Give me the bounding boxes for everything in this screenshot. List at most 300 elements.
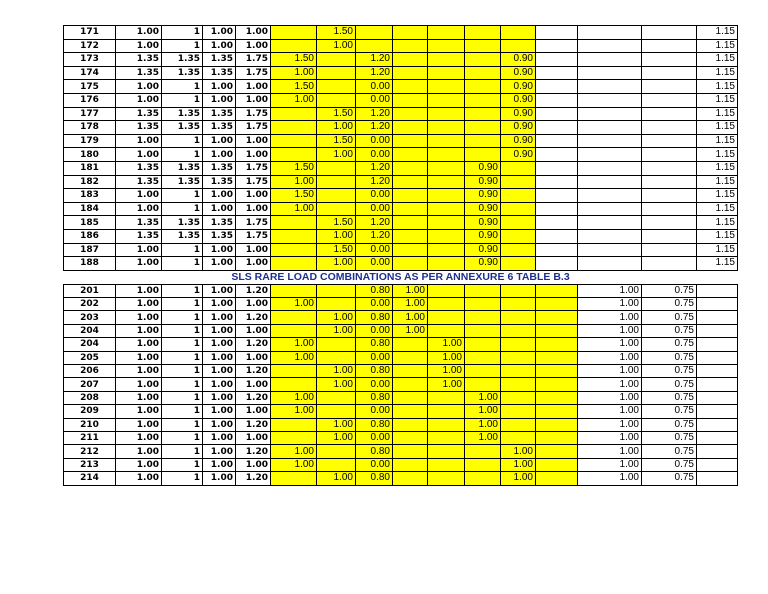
table-cell[interactable] xyxy=(393,431,428,444)
table-cell[interactable] xyxy=(578,202,642,216)
table-cell[interactable] xyxy=(501,243,536,257)
table-cell[interactable] xyxy=(536,405,578,418)
table-cell[interactable] xyxy=(393,93,428,107)
table-cell[interactable] xyxy=(642,53,697,67)
table-cell[interactable] xyxy=(317,175,356,189)
table-cell[interactable]: 0.90 xyxy=(465,202,501,216)
table-cell[interactable]: 1.00 xyxy=(236,257,271,271)
table-cell[interactable]: 1 xyxy=(162,189,203,203)
table-cell[interactable] xyxy=(501,26,536,40)
table-cell[interactable]: 1.00 xyxy=(393,298,428,311)
table-cell[interactable]: 1 xyxy=(162,80,203,94)
table-cell[interactable] xyxy=(642,148,697,162)
table-cell[interactable]: 1.00 xyxy=(465,391,501,404)
table-cell[interactable]: 1.15 xyxy=(697,189,738,203)
table-cell[interactable] xyxy=(536,472,578,485)
table-cell[interactable] xyxy=(536,148,578,162)
table-cell[interactable]: 1.35 xyxy=(116,53,162,67)
table-cell[interactable]: 201 xyxy=(64,284,116,297)
table-cell[interactable] xyxy=(428,257,465,271)
table-cell[interactable]: 0.00 xyxy=(356,93,393,107)
table-cell[interactable]: 1.15 xyxy=(697,216,738,230)
table-cell[interactable]: 1.00 xyxy=(271,66,317,80)
table-cell[interactable]: 207 xyxy=(64,378,116,391)
table-cell[interactable] xyxy=(501,298,536,311)
table-cell[interactable] xyxy=(393,445,428,458)
table-cell[interactable]: 179 xyxy=(64,134,116,148)
table-cell[interactable] xyxy=(317,298,356,311)
table-cell[interactable]: 0.90 xyxy=(501,80,536,94)
table-cell[interactable] xyxy=(501,338,536,351)
table-cell[interactable] xyxy=(501,324,536,337)
table-cell[interactable] xyxy=(317,351,356,364)
table-cell[interactable]: 1.35 xyxy=(162,216,203,230)
table-cell[interactable]: 1.00 xyxy=(116,26,162,40)
table-cell[interactable]: 206 xyxy=(64,365,116,378)
table-cell[interactable] xyxy=(271,418,317,431)
table-cell[interactable]: 0.90 xyxy=(501,134,536,148)
table-cell[interactable] xyxy=(428,229,465,243)
table-cell[interactable]: 1.75 xyxy=(236,66,271,80)
table-cell[interactable]: 1 xyxy=(162,39,203,53)
table-cell[interactable]: 0.00 xyxy=(356,405,393,418)
table-cell[interactable] xyxy=(393,175,428,189)
table-cell[interactable]: 1.20 xyxy=(236,365,271,378)
table-cell[interactable] xyxy=(465,80,501,94)
table-cell[interactable]: 1.00 xyxy=(317,257,356,271)
table-cell[interactable] xyxy=(501,311,536,324)
table-cell[interactable] xyxy=(697,378,738,391)
table-cell[interactable] xyxy=(271,324,317,337)
table-cell[interactable]: 1.20 xyxy=(356,66,393,80)
table-cell[interactable]: 1.15 xyxy=(697,53,738,67)
table-cell[interactable] xyxy=(271,378,317,391)
table-cell[interactable]: 1.50 xyxy=(271,161,317,175)
table-cell[interactable] xyxy=(536,378,578,391)
table-cell[interactable]: 1 xyxy=(162,298,203,311)
table-cell[interactable]: 0.00 xyxy=(356,189,393,203)
table-cell[interactable]: 1.00 xyxy=(116,189,162,203)
table-cell[interactable] xyxy=(428,121,465,135)
table-cell[interactable]: 1.00 xyxy=(271,405,317,418)
table-cell[interactable] xyxy=(465,26,501,40)
table-cell[interactable]: 1.00 xyxy=(203,324,236,337)
table-cell[interactable] xyxy=(578,175,642,189)
table-cell[interactable] xyxy=(578,161,642,175)
table-cell[interactable]: 0.90 xyxy=(465,243,501,257)
table-cell[interactable]: 1.00 xyxy=(116,338,162,351)
table-cell[interactable] xyxy=(393,351,428,364)
table-cell[interactable]: 0.80 xyxy=(356,284,393,297)
table-cell[interactable]: 1.00 xyxy=(116,311,162,324)
table-cell[interactable]: 1.00 xyxy=(393,311,428,324)
table-cell[interactable] xyxy=(428,243,465,257)
table-cell[interactable]: 0.80 xyxy=(356,338,393,351)
table-cell[interactable] xyxy=(536,284,578,297)
table-cell[interactable] xyxy=(317,458,356,471)
table-cell[interactable]: 1.15 xyxy=(697,243,738,257)
table-cell[interactable]: 1.20 xyxy=(236,284,271,297)
table-cell[interactable] xyxy=(501,161,536,175)
table-cell[interactable]: 1.00 xyxy=(203,458,236,471)
table-cell[interactable] xyxy=(642,243,697,257)
table-cell[interactable]: 1.00 xyxy=(578,351,642,364)
table-cell[interactable]: 1.00 xyxy=(203,298,236,311)
table-cell[interactable] xyxy=(428,134,465,148)
table-cell[interactable] xyxy=(428,161,465,175)
table-cell[interactable]: 1.00 xyxy=(236,189,271,203)
table-cell[interactable]: 1.35 xyxy=(116,216,162,230)
table-cell[interactable]: 1.00 xyxy=(203,445,236,458)
table-cell[interactable] xyxy=(271,134,317,148)
table-cell[interactable]: 1.15 xyxy=(697,121,738,135)
table-cell[interactable] xyxy=(428,458,465,471)
table-cell[interactable] xyxy=(642,202,697,216)
table-cell[interactable]: 1 xyxy=(162,257,203,271)
table-cell[interactable] xyxy=(271,243,317,257)
table-cell[interactable]: 1.20 xyxy=(356,107,393,121)
table-cell[interactable] xyxy=(536,80,578,94)
table-cell[interactable] xyxy=(578,107,642,121)
table-cell[interactable] xyxy=(393,418,428,431)
table-cell[interactable] xyxy=(271,26,317,40)
table-cell[interactable]: 0.00 xyxy=(356,80,393,94)
table-cell[interactable]: 0.00 xyxy=(356,257,393,271)
table-cell[interactable]: 1.00 xyxy=(236,148,271,162)
table-cell[interactable]: 1.00 xyxy=(203,431,236,444)
table-cell[interactable] xyxy=(697,298,738,311)
table-cell[interactable] xyxy=(428,298,465,311)
table-cell[interactable] xyxy=(428,431,465,444)
table-cell[interactable] xyxy=(428,216,465,230)
table-cell[interactable]: 1 xyxy=(162,418,203,431)
table-cell[interactable]: 1.20 xyxy=(236,472,271,485)
table-cell[interactable]: 0.90 xyxy=(465,257,501,271)
table-cell[interactable] xyxy=(501,284,536,297)
table-cell[interactable]: 0.75 xyxy=(642,458,697,471)
table-cell[interactable] xyxy=(317,405,356,418)
table-cell[interactable]: 1.50 xyxy=(271,189,317,203)
table-cell[interactable]: 1.00 xyxy=(116,80,162,94)
table-cell[interactable] xyxy=(578,134,642,148)
table-cell[interactable] xyxy=(317,80,356,94)
table-cell[interactable] xyxy=(428,472,465,485)
table-cell[interactable] xyxy=(465,93,501,107)
table-cell[interactable] xyxy=(465,445,501,458)
table-cell[interactable]: 0.75 xyxy=(642,311,697,324)
table-cell[interactable]: 1.00 xyxy=(116,134,162,148)
table-cell[interactable]: 1.50 xyxy=(317,26,356,40)
table-cell[interactable]: 183 xyxy=(64,189,116,203)
table-cell[interactable]: 1.00 xyxy=(465,405,501,418)
table-cell[interactable] xyxy=(697,418,738,431)
table-cell[interactable] xyxy=(271,365,317,378)
table-cell[interactable] xyxy=(393,378,428,391)
table-cell[interactable] xyxy=(536,39,578,53)
table-cell[interactable]: 1.00 xyxy=(578,445,642,458)
table-cell[interactable]: 1.50 xyxy=(317,134,356,148)
table-cell[interactable] xyxy=(536,93,578,107)
table-cell[interactable]: 1 xyxy=(162,351,203,364)
table-cell[interactable] xyxy=(697,324,738,337)
table-cell[interactable]: 0.75 xyxy=(642,378,697,391)
table-cell[interactable]: 1.00 xyxy=(116,405,162,418)
table-cell[interactable] xyxy=(428,391,465,404)
table-cell[interactable] xyxy=(697,284,738,297)
table-cell[interactable] xyxy=(317,93,356,107)
table-cell[interactable] xyxy=(501,202,536,216)
table-cell[interactable]: 0.00 xyxy=(356,458,393,471)
table-cell[interactable]: 1.20 xyxy=(236,418,271,431)
table-cell[interactable] xyxy=(697,445,738,458)
table-cell[interactable] xyxy=(501,216,536,230)
table-cell[interactable]: 1.00 xyxy=(203,405,236,418)
table-cell[interactable]: 0.75 xyxy=(642,351,697,364)
table-cell[interactable]: 1.35 xyxy=(162,161,203,175)
table-cell[interactable]: 1.00 xyxy=(393,284,428,297)
table-cell[interactable]: 177 xyxy=(64,107,116,121)
table-cell[interactable]: 1.00 xyxy=(203,80,236,94)
table-cell[interactable]: 1.00 xyxy=(236,431,271,444)
table-cell[interactable]: 1.00 xyxy=(203,202,236,216)
table-cell[interactable]: 0.90 xyxy=(501,66,536,80)
table-cell[interactable] xyxy=(697,351,738,364)
table-cell[interactable]: 1.00 xyxy=(578,472,642,485)
table-cell[interactable] xyxy=(536,324,578,337)
table-cell[interactable] xyxy=(465,324,501,337)
table-cell[interactable]: 0.80 xyxy=(356,311,393,324)
table-cell[interactable]: 1.00 xyxy=(578,311,642,324)
table-cell[interactable]: 182 xyxy=(64,175,116,189)
table-cell[interactable]: 1 xyxy=(162,311,203,324)
table-cell[interactable]: 1.00 xyxy=(578,458,642,471)
table-cell[interactable]: 204 xyxy=(64,338,116,351)
table-cell[interactable]: 205 xyxy=(64,351,116,364)
table-cell[interactable]: 1.00 xyxy=(271,175,317,189)
table-cell[interactable] xyxy=(356,26,393,40)
table-cell[interactable]: 1.35 xyxy=(203,107,236,121)
table-cell[interactable]: 0.90 xyxy=(465,175,501,189)
table-cell[interactable]: 1.00 xyxy=(236,243,271,257)
table-cell[interactable] xyxy=(428,445,465,458)
table-cell[interactable] xyxy=(501,391,536,404)
table-cell[interactable]: 1.00 xyxy=(501,458,536,471)
table-cell[interactable]: 1 xyxy=(162,378,203,391)
table-cell[interactable]: 1.00 xyxy=(271,298,317,311)
table-cell[interactable]: 0.00 xyxy=(356,324,393,337)
table-cell[interactable] xyxy=(642,121,697,135)
table-cell[interactable] xyxy=(393,365,428,378)
table-cell[interactable] xyxy=(642,189,697,203)
table-cell[interactable] xyxy=(428,202,465,216)
table-cell[interactable]: 0.00 xyxy=(356,148,393,162)
table-cell[interactable]: 1.00 xyxy=(236,80,271,94)
table-cell[interactable] xyxy=(501,189,536,203)
table-cell[interactable] xyxy=(536,134,578,148)
table-cell[interactable] xyxy=(393,391,428,404)
table-cell[interactable]: 1.00 xyxy=(203,189,236,203)
table-cell[interactable]: 1.75 xyxy=(236,53,271,67)
table-cell[interactable]: 0.75 xyxy=(642,391,697,404)
table-cell[interactable]: 1.20 xyxy=(356,53,393,67)
table-cell[interactable]: 1.35 xyxy=(203,229,236,243)
table-cell[interactable] xyxy=(428,148,465,162)
table-cell[interactable]: 1.00 xyxy=(203,26,236,40)
table-cell[interactable]: 1.00 xyxy=(203,243,236,257)
table-cell[interactable]: 1.35 xyxy=(203,161,236,175)
table-cell[interactable]: 1 xyxy=(162,458,203,471)
table-cell[interactable] xyxy=(428,311,465,324)
table-cell[interactable] xyxy=(271,107,317,121)
table-cell[interactable] xyxy=(393,107,428,121)
table-cell[interactable]: 1.35 xyxy=(116,66,162,80)
table-cell[interactable] xyxy=(642,39,697,53)
table-cell[interactable] xyxy=(697,391,738,404)
table-cell[interactable]: 0.75 xyxy=(642,365,697,378)
table-cell[interactable]: 0.00 xyxy=(356,298,393,311)
table-cell[interactable] xyxy=(697,472,738,485)
table-cell[interactable]: 1.35 xyxy=(162,66,203,80)
table-cell[interactable] xyxy=(317,445,356,458)
table-cell[interactable]: 0.90 xyxy=(501,121,536,135)
table-cell[interactable]: 1.00 xyxy=(116,431,162,444)
table-cell[interactable] xyxy=(536,189,578,203)
table-cell[interactable]: 173 xyxy=(64,53,116,67)
table-cell[interactable]: 1.15 xyxy=(697,257,738,271)
table-cell[interactable]: 1 xyxy=(162,134,203,148)
table-cell[interactable]: 0.00 xyxy=(356,431,393,444)
table-cell[interactable]: 1.00 xyxy=(203,148,236,162)
table-cell[interactable]: 181 xyxy=(64,161,116,175)
table-cell[interactable] xyxy=(501,378,536,391)
table-cell[interactable] xyxy=(578,257,642,271)
table-cell[interactable]: 1.15 xyxy=(697,39,738,53)
table-cell[interactable] xyxy=(428,324,465,337)
table-cell[interactable] xyxy=(465,284,501,297)
table-cell[interactable] xyxy=(393,39,428,53)
table-cell[interactable]: 1.35 xyxy=(116,175,162,189)
table-cell[interactable]: 1 xyxy=(162,202,203,216)
table-cell[interactable] xyxy=(501,257,536,271)
table-cell[interactable]: 178 xyxy=(64,121,116,135)
table-cell[interactable] xyxy=(317,284,356,297)
table-cell[interactable]: 1.00 xyxy=(236,458,271,471)
table-cell[interactable] xyxy=(536,445,578,458)
table-cell[interactable]: 0.00 xyxy=(356,351,393,364)
table-cell[interactable] xyxy=(465,311,501,324)
table-cell[interactable] xyxy=(428,39,465,53)
table-cell[interactable] xyxy=(642,257,697,271)
table-cell[interactable]: 1.00 xyxy=(116,378,162,391)
table-cell[interactable] xyxy=(536,53,578,67)
table-cell[interactable] xyxy=(465,148,501,162)
table-cell[interactable]: 210 xyxy=(64,418,116,431)
table-cell[interactable]: 1.20 xyxy=(356,175,393,189)
table-cell[interactable]: 1.00 xyxy=(578,284,642,297)
table-cell[interactable]: 1.35 xyxy=(116,229,162,243)
table-cell[interactable]: 1.35 xyxy=(162,53,203,67)
table-cell[interactable]: 1.00 xyxy=(317,365,356,378)
table-cell[interactable] xyxy=(578,93,642,107)
table-cell[interactable]: 1.00 xyxy=(271,338,317,351)
table-cell[interactable]: 1.00 xyxy=(116,445,162,458)
table-cell[interactable] xyxy=(428,189,465,203)
table-cell[interactable]: 1 xyxy=(162,26,203,40)
table-cell[interactable] xyxy=(428,175,465,189)
table-cell[interactable]: 208 xyxy=(64,391,116,404)
table-cell[interactable]: 1.35 xyxy=(116,161,162,175)
table-cell[interactable] xyxy=(536,161,578,175)
table-cell[interactable] xyxy=(465,53,501,67)
table-cell[interactable] xyxy=(697,311,738,324)
table-cell[interactable] xyxy=(317,161,356,175)
table-cell[interactable]: 1 xyxy=(162,93,203,107)
table-cell[interactable] xyxy=(642,175,697,189)
table-cell[interactable]: 184 xyxy=(64,202,116,216)
table-cell[interactable] xyxy=(271,311,317,324)
table-cell[interactable]: 1.50 xyxy=(317,107,356,121)
table-cell[interactable]: 1.00 xyxy=(578,298,642,311)
table-cell[interactable]: 1.00 xyxy=(578,405,642,418)
table-cell[interactable] xyxy=(428,418,465,431)
table-cell[interactable] xyxy=(536,229,578,243)
table-cell[interactable] xyxy=(536,391,578,404)
table-cell[interactable]: 1 xyxy=(162,338,203,351)
table-cell[interactable] xyxy=(465,121,501,135)
table-cell[interactable]: 1.00 xyxy=(393,324,428,337)
table-cell[interactable]: 1.35 xyxy=(203,121,236,135)
table-cell[interactable]: 0.75 xyxy=(642,338,697,351)
table-cell[interactable]: 1.00 xyxy=(317,229,356,243)
table-cell[interactable]: 1.00 xyxy=(116,391,162,404)
table-cell[interactable]: 174 xyxy=(64,66,116,80)
table-cell[interactable]: 211 xyxy=(64,431,116,444)
table-cell[interactable]: 1.20 xyxy=(236,391,271,404)
table-cell[interactable]: 1.15 xyxy=(697,107,738,121)
table-cell[interactable] xyxy=(465,66,501,80)
table-cell[interactable]: 1.15 xyxy=(697,202,738,216)
table-cell[interactable]: 186 xyxy=(64,229,116,243)
table-cell[interactable]: 1.15 xyxy=(697,66,738,80)
table-cell[interactable] xyxy=(393,216,428,230)
table-cell[interactable]: 1.00 xyxy=(116,257,162,271)
table-cell[interactable] xyxy=(465,378,501,391)
table-cell[interactable]: 0.00 xyxy=(356,134,393,148)
table-cell[interactable]: 1.75 xyxy=(236,161,271,175)
table-cell[interactable]: 1.15 xyxy=(697,229,738,243)
table-cell[interactable]: 1.20 xyxy=(356,216,393,230)
table-cell[interactable] xyxy=(393,405,428,418)
table-cell[interactable] xyxy=(271,472,317,485)
table-cell[interactable] xyxy=(578,121,642,135)
table-cell[interactable] xyxy=(536,431,578,444)
table-cell[interactable]: 1.20 xyxy=(356,161,393,175)
table-cell[interactable]: 1.00 xyxy=(203,284,236,297)
table-cell[interactable]: 1.00 xyxy=(271,351,317,364)
table-cell[interactable]: 1.00 xyxy=(578,418,642,431)
table-cell[interactable]: 1.00 xyxy=(501,445,536,458)
table-cell[interactable] xyxy=(536,365,578,378)
table-cell[interactable]: 1.00 xyxy=(116,284,162,297)
table-cell[interactable]: 1.00 xyxy=(578,324,642,337)
table-cell[interactable]: 1.20 xyxy=(236,338,271,351)
table-cell[interactable]: 1.35 xyxy=(203,216,236,230)
table-cell[interactable] xyxy=(317,202,356,216)
table-cell[interactable] xyxy=(271,216,317,230)
table-cell[interactable]: 1.00 xyxy=(116,39,162,53)
table-cell[interactable] xyxy=(536,66,578,80)
table-cell[interactable]: 1.00 xyxy=(116,472,162,485)
